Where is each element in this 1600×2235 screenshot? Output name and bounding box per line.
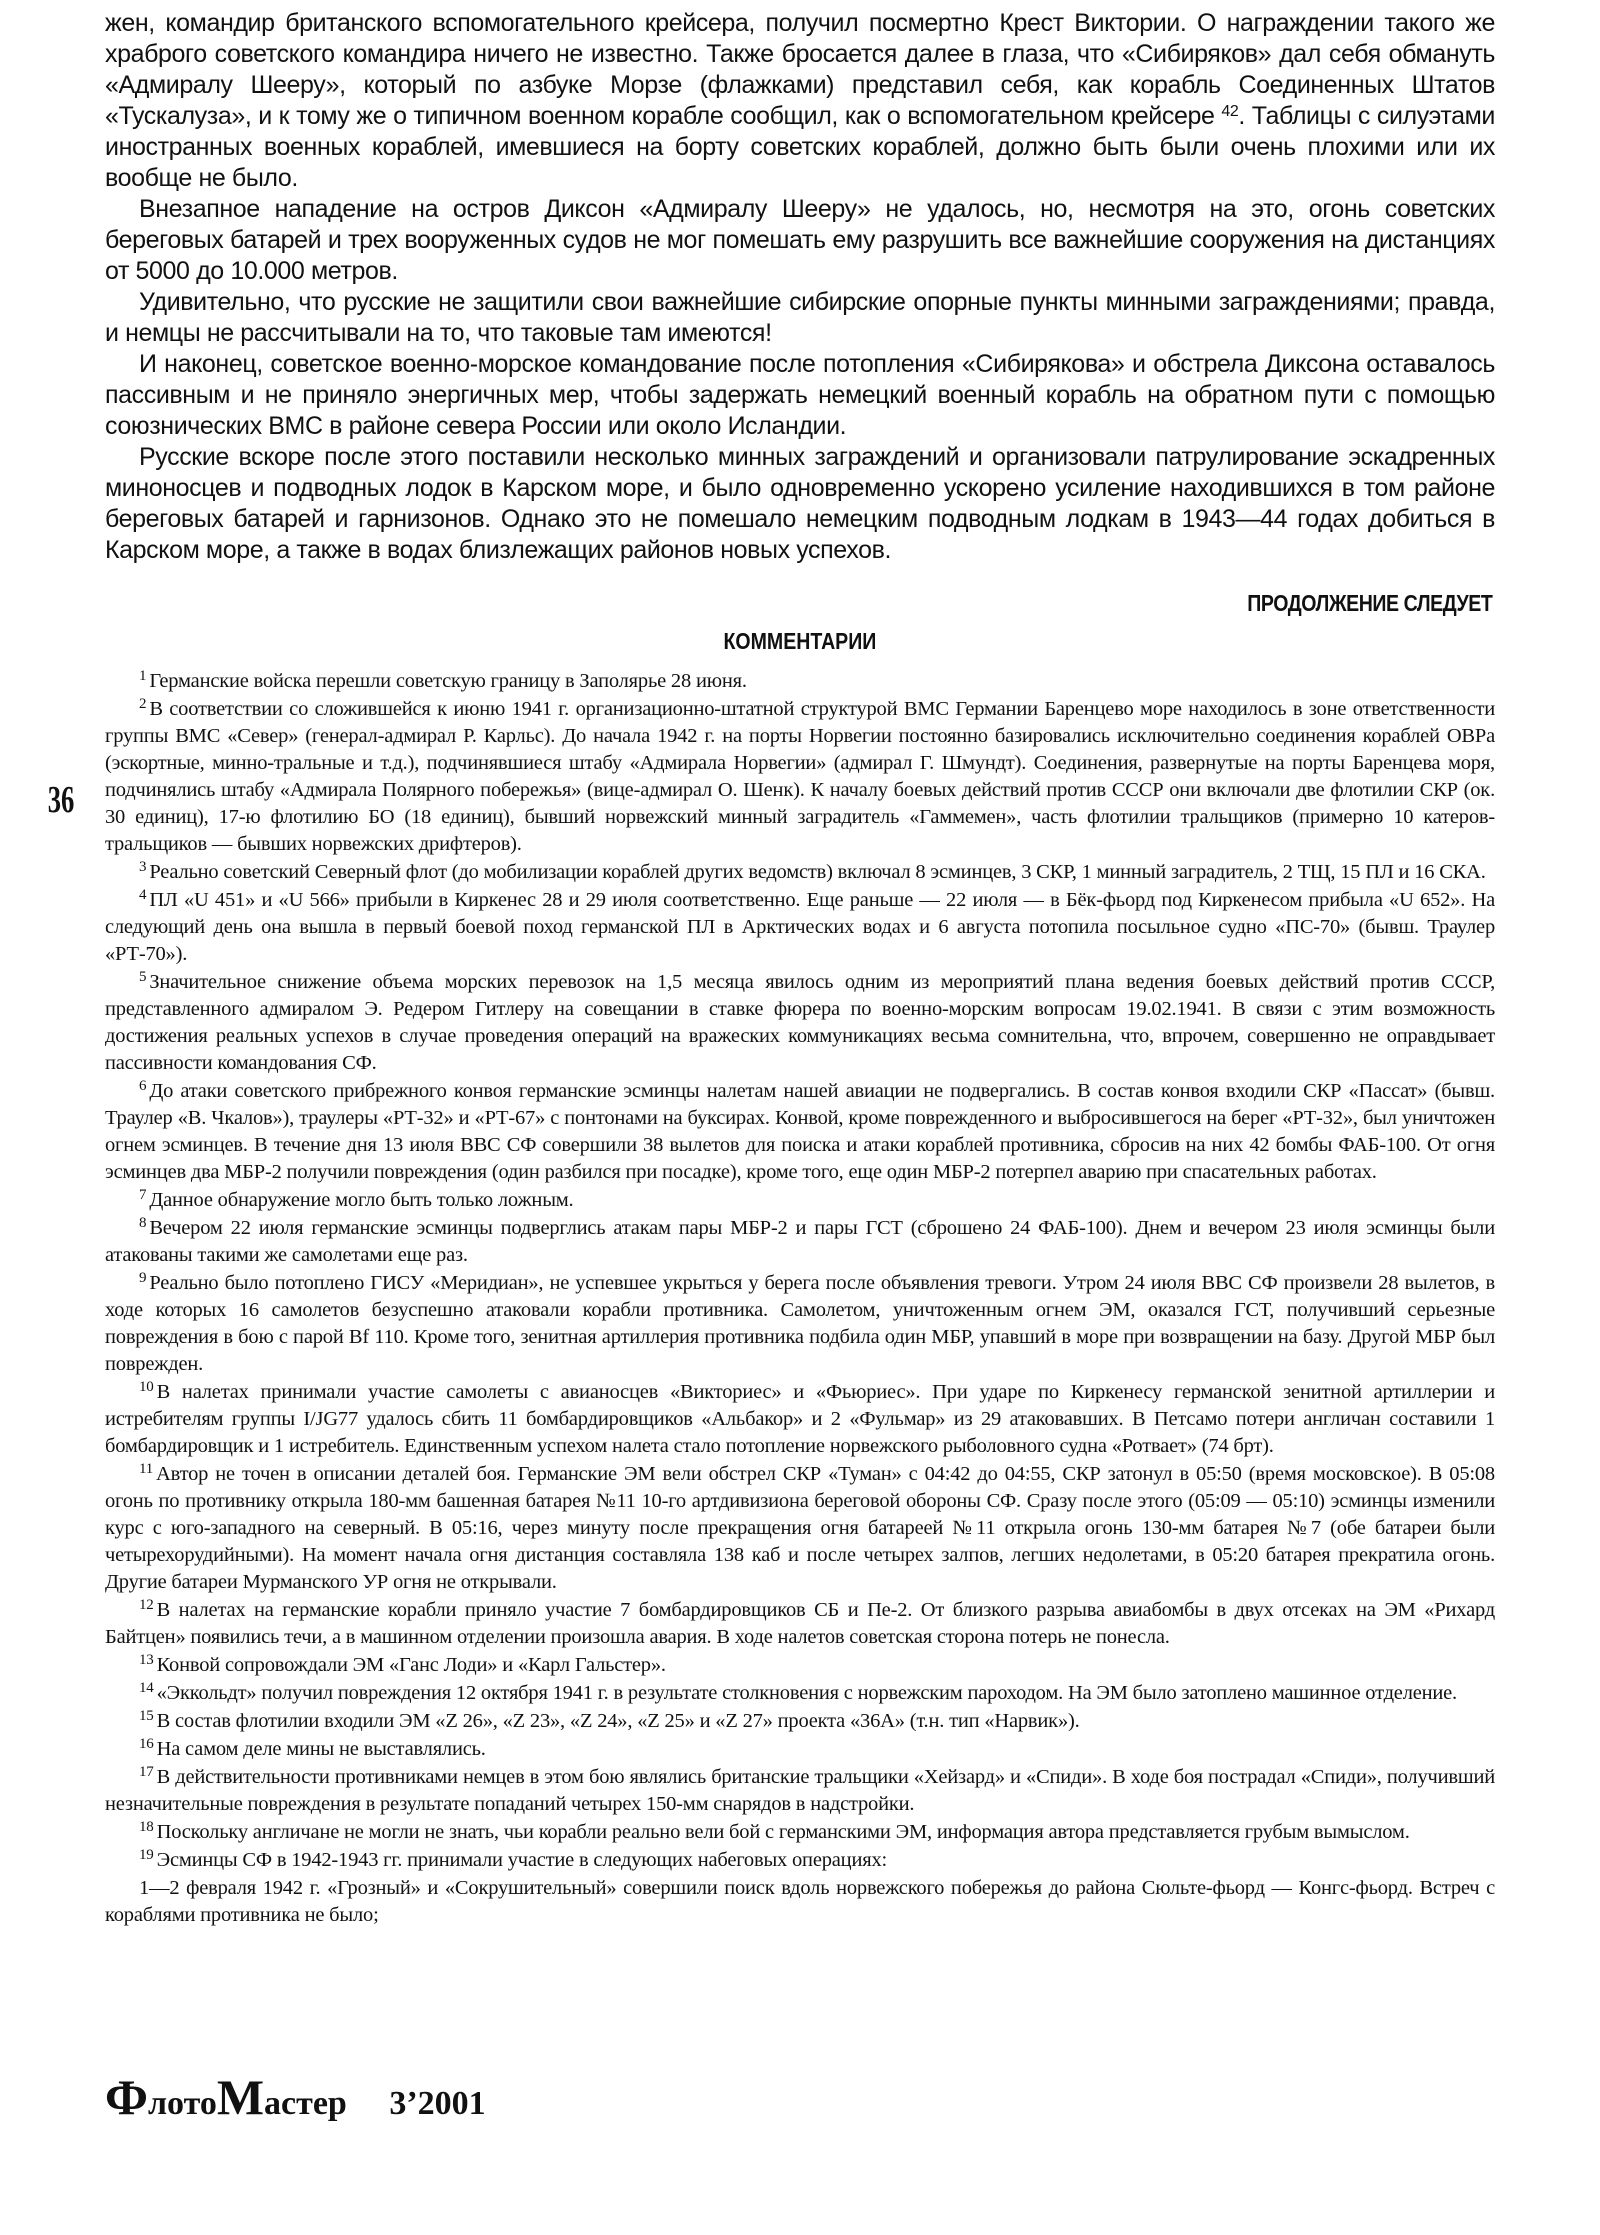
paragraph-text: жен, командир британского вспомогательного крейсера, получил посмертно Крест Виктории. О награждении такого же храброго советского командира ничего не известно. Также бросается далее в глаза, что «Сибиряков» дал себя обмануть «Адмиралу Шееру», который по азбуке Морзе (флажками) представил себя, как корабль Соединенных Штатов «Тускалуза», и к тому же о типичном военном корабле сообщил, как о вспомогательном крейсере bbox=[105, 9, 1495, 130]
footnote-text: Вечером 22 июля германские эсминцы подверглись атакам пары МБР-2 и пары ГСТ (сброшено 24 ФАБ-100). Днем и вечером 23 июля эсминцы были атакованы такими же самолетами еще раз. bbox=[105, 1217, 1495, 1266]
footnote-number: 14 bbox=[139, 1680, 154, 1696]
footnote bbox=[105, 1270, 1495, 1378]
footnote bbox=[105, 1215, 1495, 1269]
footnote bbox=[105, 1652, 1495, 1679]
footnote bbox=[105, 969, 1495, 1077]
footnote-text: Германские войска перешли советскую границу в Заполярье 28 июня. bbox=[149, 670, 747, 692]
footnote bbox=[105, 1461, 1495, 1596]
footnote-text: В действительности противниками немцев в этом бою являлись британские тральщики «Хейзард» и «Спиди». В ходе боя пострадал «Спиди», получивший незначительные повреждения в результате попаданий четырех 150-мм снарядов в надстройки. bbox=[105, 1766, 1495, 1815]
footnote-number: 15 bbox=[139, 1708, 154, 1724]
article-body bbox=[105, 8, 1495, 566]
footnote bbox=[105, 668, 1495, 695]
footnote-number: 5 bbox=[139, 969, 147, 985]
footnote-text: В налетах на германские корабли приняло участие 7 бомбардировщиков СБ и Пе-2. От близкого разрыва авиабомбы в двух отсеках на ЭМ «Рихард Байтцен» появились течи, а в машинном отделении произошла авария. В ходе налетов советская сторона потерь не понесла. bbox=[105, 1599, 1495, 1648]
footnote-number: 10 bbox=[139, 1379, 154, 1395]
footnote bbox=[105, 1680, 1495, 1707]
footnote-text: На самом деле мины не выставлялись. bbox=[156, 1738, 486, 1760]
to-be-continued: ПРОДОЛЖЕНИЕ СЛЕДУЕТ bbox=[1246, 590, 1492, 616]
footnote-number: 13 bbox=[139, 1652, 154, 1668]
issue-number: 3’2001 bbox=[389, 2085, 486, 2122]
footnote-text: Реально советский Северный флот (до мобилизации кораблей других ведомств) включал 8 эсминцев, 3 СКР, 1 минный заградитель, 2 ТЩ, 15 ПЛ и 16 СКА. bbox=[149, 861, 1486, 883]
footnote-text: В соответствии со сложившейся к июню 1941 г. организационно-штатной структурой ВМС Германии Баренцево море находилось в зоне ответственности группы ВМС «Север» (генерал-адмирал Р. Карльс). До начала 1942 г. на порты Норвегии постоянно базировались исключительно соединения кораблей ОВРа (эскортные, минно-тральные и т.д.), подчинявшиеся штабу «Адмирала Норвегии» (адмирал Г. Шмундт). Соединения, развернутые на порты Баренцева моря, подчинялись штабу «Адмирала Полярного побережья» (вице-адмирал О. Шенк). К началу боевых действий против СССР они включали две флотилии СКР (ок. 30 единиц), 17-ю флотилию БО (18 единиц), бывший норвежский минный заградитель «Гаммемен», часть флотилии тральщиков (примерно 10 катеров-тральщиков — бывших норвежских дрифтеров). bbox=[105, 698, 1495, 855]
article-paragraph: И наконец, советское военно-морское командование после потопления «Сибирякова» и обстрела Диксона оставалось пассивным и не приняло энергичных мер, чтобы задержать немецкий военный корабль на обратном пути с помощью союзнических ВМС в районе севера России или около Исландии. bbox=[105, 350, 1495, 440]
footnote-text: Реально было потоплено ГИСУ «Меридиан», не успевшее укрыться у берега после объявления тревоги. Утром 24 июля ВВС СФ произвели 28 вылетов, в ходе которых 16 самолетов безуспешно атаковали корабли противника. Самолетом, уничтоженным огнем ЭМ, оказался ГСТ, получивший серьезные повреждения в бою с парой Bf 110. Кроме того, зенитная артиллерия противника подбила один МБР, упавший в море при возвращении на базу. Другой МБР был поврежден. bbox=[105, 1272, 1495, 1375]
footnote-number: 11 bbox=[139, 1461, 154, 1477]
footnote-text: Данное обнаружение могло быть только ложным. bbox=[149, 1189, 574, 1211]
footnote bbox=[105, 1379, 1495, 1460]
footnote-number: 4 bbox=[139, 887, 147, 903]
article-paragraph bbox=[105, 8, 1495, 194]
footnote-text: Автор не точен в описании деталей боя. Германские ЭМ вели обстрел СКР «Туман» с 04:42 до 04:55, СКР затонул в 05:50 (время московское). В 05:08 огонь по противнику открыла 180-мм башенная батарея №11 10-го артдивизиона береговой обороны СФ. Сразу после этого (05:09 — 05:10) эсминцы изменили курс с юго-западного на северный. В 05:16, через минуту после прекращения огня батареей №11 открыла огонь 130-мм батарея №7 (обе батареи были четырехорудийными). На момент начала огня дистанция составляла 138 каб и после четырех залпов, легших недолетами, в 05:20 батарея прекратила огонь. Другие батареи Мурманского УР огня не открывали. bbox=[105, 1463, 1495, 1593]
footnote bbox=[105, 1736, 1495, 1763]
comments-heading bbox=[0, 628, 1600, 655]
footnote-number: 2 bbox=[139, 696, 147, 712]
paragraph-text: . Таблицы с силуэтами иностранных военных кораблей, имевшиеся на борту советских кораблей, должно быть были очень плохими или их вообще не было. bbox=[105, 102, 1495, 192]
footnote bbox=[105, 1847, 1495, 1874]
footnote bbox=[105, 1708, 1495, 1735]
footnote-text: Эсминцы СФ в 1942-1943 гг. принимали участие в следующих набеговых операциях: bbox=[156, 1849, 887, 1871]
footnote-continuation: 1—2 февраля 1942 г. «Грозный» и «Сокрушительный» совершили поиск вдоль норвежского побережья до района Сюльте-фьорд — Конгс-фьорд. Встреч с кораблями противника не было; bbox=[105, 1877, 1495, 1926]
footnote-number: 8 bbox=[139, 1215, 147, 1231]
footnote-number: 6 bbox=[139, 1078, 147, 1094]
footnote-text: ПЛ «U 451» и «U 566» прибыли в Киркенес 28 и 29 июля соответственно. Еще раньше — 22 июля — в Бёк-фьорд под Киркенесом прибыла «U 652». На следующий день она вышла в первый боевой поход германской ПЛ в Арктических водах и 6 августа потопила посыльное судно «ПС-70» (бывш. Траулер «РТ-70»). bbox=[105, 889, 1495, 965]
footnote-text: Конвой сопровождали ЭМ «Ганс Лоди» и «Карл Гальстер». bbox=[156, 1654, 666, 1676]
footnote-text: Значительное снижение объема морских перевозок на 1,5 месяца явилось одним из мероприятий плана ведения боевых действий против СССР, представленного адмиралом Э. Редером Гитлеру на совещании в ставке фюрера по военно-морским вопросам 19.02.1941. В связи с этим возможность достижения реальных успехов в случае проведения операций на вражеских коммуникациях весьма сомнительна, что, впрочем, совершенно не оправдывает пассивности командования СФ. bbox=[105, 971, 1495, 1074]
article-paragraph: Внезапное нападение на остров Диксон «Адмиралу Шееру» не удалось, но, несмотря на это, огонь советских береговых батарей и трех вооруженных судов не мог помешать ему разрушить все важнейшие сооружения на дистанциях от 5000 до 10.000 метров. bbox=[105, 195, 1495, 285]
footnote bbox=[105, 1764, 1495, 1818]
logo-letter: Ф bbox=[105, 2069, 148, 2125]
footnote-number: 19 bbox=[139, 1847, 154, 1863]
page-number: 36 bbox=[47, 779, 75, 821]
footnotes bbox=[105, 668, 1495, 1930]
footnote-ref: 42 bbox=[1221, 103, 1239, 120]
magazine-logo bbox=[105, 2069, 347, 2125]
footnote-text: До атаки советского прибрежного конвоя германские эсминцы налетам нашей авиации не подвергались. В состав конвоя входили СКР «Пассат» (бывш. Траулер «В. Чкалов»), траулеры «РТ-32» и «РТ-67» с понтонами на буксирах. Конвой, кроме поврежденного и выбросившегося на берег «РТ-32», был уничтожен огнем эсминцев. В течение дня 13 июля ВВС СФ совершили 38 вылетов для поиска и атаки кораблей противника, сбросив на них 42 бомбы ФАБ-100. От огня эсминцев два МБР-2 получили повреждения (один разбился при посадке), кроме того, еще один МБР-2 потерпел аварию при спасательных работах. bbox=[105, 1080, 1495, 1183]
footnote bbox=[105, 1819, 1495, 1846]
magazine-footer bbox=[105, 2068, 486, 2126]
footnote-text: В налетах принимали участие самолеты с авианосцев «Викториес» и «Фьюриес». При ударе по Киркенесу германской зенитной артиллерии и истребителям группы I/JG77 удалось сбить 11 бомбардировщиков «Альбакор» и 2 «Фульмар» из 29 атаковавших. В Петсамо потери англичан составили 1 бомбардировщик и 1 истребитель. Единственным успехом налета стало потопление норвежского рыболовного судна «Ротвает» (74 брт). bbox=[105, 1381, 1495, 1457]
footnote-number: 12 bbox=[139, 1597, 154, 1613]
footnote-number: 18 bbox=[139, 1819, 154, 1835]
logo-letters: лото bbox=[147, 2085, 217, 2122]
footnote bbox=[105, 1597, 1495, 1651]
footnote-number: 16 bbox=[139, 1736, 154, 1752]
footnote-text: «Эккольдт» получил повреждения 12 октября 1941 г. в результате столкновения с норвежским пароходом. На ЭМ было затоплено машинное отделение. bbox=[156, 1682, 1457, 1704]
article-paragraph: Русские вскоре после этого поставили несколько минных заграждений и организовали патрулирование эскадренных миноносцев и подводных лодок в Карском море, и было одновременно ускорено усиление находившихся в том районе береговых батарей и гарнизонов. Однако это не помешало немецким подводным лодкам в 1943—44 годах добиться в Карском море, а также в водах близлежащих районов новых успехов. bbox=[105, 443, 1495, 564]
footnote-number: 1 bbox=[139, 668, 147, 684]
article-paragraph: Удивительно, что русские не защитили свои важнейшие сибирские опорные пункты минными заграждениями; правда, и немцы не рассчитывали на то, что таковые там имеются! bbox=[105, 288, 1495, 347]
logo-letter: М bbox=[216, 2069, 265, 2125]
footnote bbox=[105, 1078, 1495, 1186]
footnote-number: 3 bbox=[139, 859, 147, 875]
footnote-number: 7 bbox=[139, 1187, 147, 1203]
logo-letters: астер bbox=[264, 2085, 347, 2122]
footnote-text: В состав флотилии входили ЭМ «Z 26», «Z 23», «Z 24», «Z 25» и «Z 27» проекта «36А» (т.н. тип «Нарвик»). bbox=[156, 1710, 1080, 1732]
footnote-number: 17 bbox=[139, 1764, 154, 1780]
footnote bbox=[105, 1187, 1495, 1214]
footnote bbox=[105, 859, 1495, 886]
comments-heading-text: КОММЕНТАРИИ bbox=[723, 628, 877, 654]
footnote-number: 9 bbox=[139, 1270, 147, 1286]
footnote-text: Поскольку англичане не могли не знать, чьи корабли реально вели бой с германскими ЭМ, информация автора представляется грубым вымыслом. bbox=[156, 1821, 1410, 1843]
footnote bbox=[105, 887, 1495, 968]
footnote bbox=[105, 696, 1495, 858]
